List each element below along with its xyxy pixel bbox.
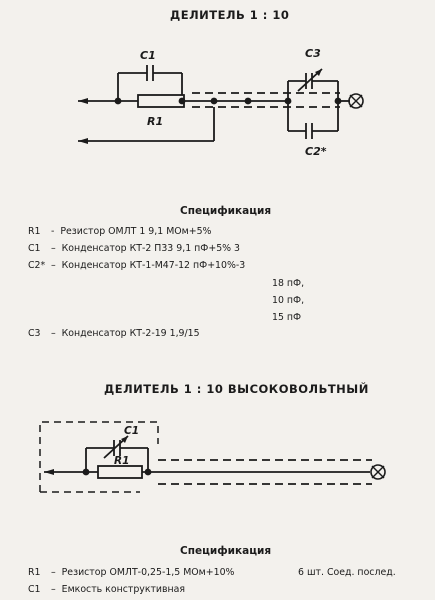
spec-text: Резистор ОМЛТ 1 9,1 МОм+5% <box>60 226 212 237</box>
section1-title: ДЕЛИТЕЛЬ 1 : 10 <box>170 8 290 22</box>
spec1-title: Спецификация <box>180 205 272 217</box>
section2-title: ДЕЛИТЕЛЬ 1 : 10 ВЫСОКОВОЛЬТНЫЙ <box>104 382 369 396</box>
divider-schematic-1 <box>0 35 435 210</box>
spec-ref: R1 <box>28 226 41 237</box>
spec2-note: 6 шт. Соед. послед. <box>298 567 396 578</box>
spec-dash: – <box>51 328 56 339</box>
spec-ref: R1 <box>28 567 41 578</box>
spec-ref: C3 <box>28 328 41 339</box>
spec-text: Конденсатор КТ-1-М47-12 пФ+10%-3 <box>61 260 246 271</box>
spec-text: Конденсатор КТ-2-19 1,9/15 <box>61 328 200 339</box>
spec1-row-r1 <box>28 226 211 237</box>
spec2-title: Спецификация <box>180 545 272 557</box>
spec1-extra-value: 15 пФ <box>272 312 302 323</box>
label-c2: C2* <box>305 145 327 158</box>
spec1-row-c1 <box>28 243 240 254</box>
divider-schematic-2 <box>0 410 435 520</box>
spec-text: Емкость конструктивная <box>61 584 186 595</box>
label-c3: C3 <box>305 47 321 60</box>
spec1-extra-value: 10 пФ, <box>272 295 305 306</box>
label-c1: C1 <box>140 49 156 62</box>
spec-dash: – <box>51 243 56 254</box>
label-r1: R1 <box>147 115 164 128</box>
spec1-row-c3 <box>28 328 200 339</box>
spec1-row-c2 <box>28 260 245 271</box>
spec-dash: – <box>51 260 56 271</box>
spec-dash: - <box>51 226 55 237</box>
spec1-extra-value: 18 пФ, <box>272 278 305 289</box>
label2-r1: R1 <box>114 455 130 467</box>
spec-dash: – <box>51 567 56 578</box>
spec-ref: C1 <box>28 584 41 595</box>
spec-text: Резистор ОМЛТ-0,25-1,5 МОм+10% <box>61 567 235 578</box>
label2-c1: C1 <box>124 425 140 437</box>
spec-dash: – <box>51 584 56 595</box>
spec-text: Конденсатор КТ-2 П33 9,1 пФ+5% 3 <box>61 243 241 254</box>
spec-ref: C2* <box>28 260 46 271</box>
spec2-row-c1 <box>28 584 185 595</box>
spec-ref: C1 <box>28 243 41 254</box>
spec2-row-r1 <box>28 567 234 578</box>
